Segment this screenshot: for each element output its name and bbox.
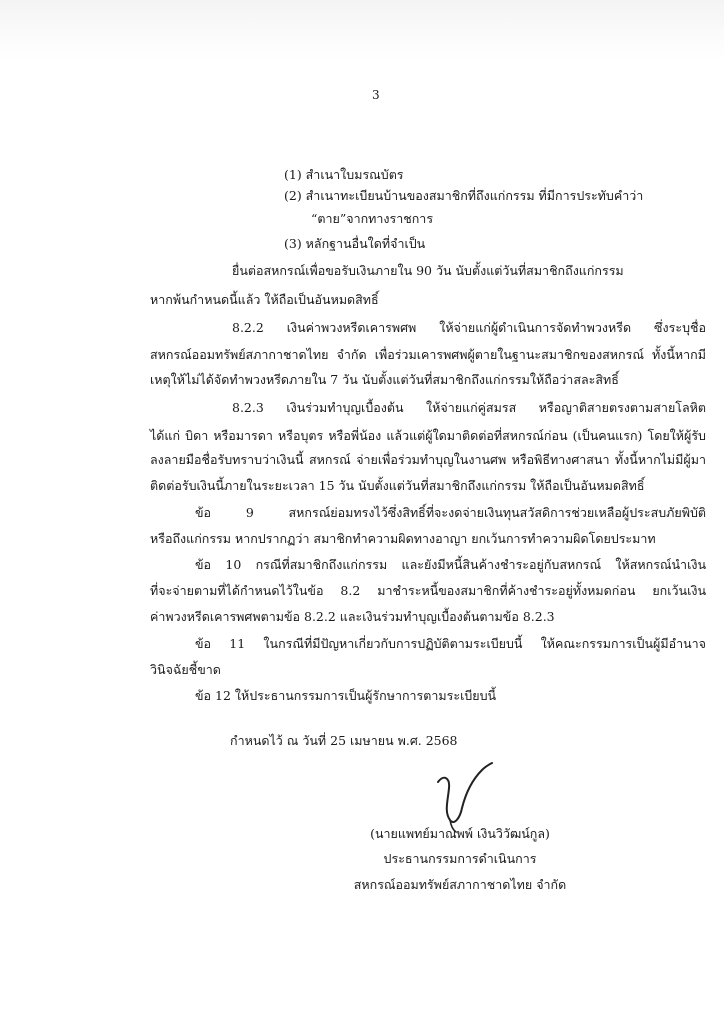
signatory-name: (นายแพทย์มาณพพ์ เงินวิวัฒน์กูล) bbox=[370, 826, 550, 841]
doc-item-2-cont: “ตาย”จากทางราชการ bbox=[311, 211, 434, 226]
clause-823-line-2: ได้แก่ บิดา หรือมารดา หรือบุตร หรือพี่น้อง แล้วแต่ผู้ใดมาติดต่อที่สหกรณ์ก่อน (เป็นคนแรก) โดยให้ผู้รับ bbox=[150, 428, 706, 443]
signatory-organization: สหกรณ์ออมทรัพย์สภากาชาดไทย จำกัด bbox=[353, 877, 567, 892]
clause-9-line-2: หรือถึงแก่กรรม หากปรากฏว่า สมาชิกทำความผิดทางอาญา ยกเว้นการทำความผิดโดยประมาท bbox=[150, 531, 656, 546]
doc-item-3: (3) หลักฐานอื่นใดที่จำเป็น bbox=[284, 236, 426, 251]
scan-header-shade bbox=[0, 0, 724, 60]
clause-11-line-1: ข้อ 11 ในกรณีที่มีปัญหาเกี่ยวกับการปฏิบัติตามระเบียบนี้ ให้คณะกรรมการเป็นผู้มีอำนาจ bbox=[195, 636, 706, 651]
clause-10-line-3: ค่าพวงหรีดเคารพศพตามข้อ 8.2.2 และเงินร่วมทำบุญเบื้องต้นตามข้อ 8.2.3 bbox=[150, 609, 555, 624]
clause-823-line-3: ลงลายมือชื่อรับทราบว่าเงินนี้ สหกรณ์ จ่ายเพื่อร่วมทำบุญในงานศพ หรือพิธีทางศาสนา ทั้งนี้หากไม่มีผู้มา bbox=[150, 452, 706, 467]
submit-para-line-1: ยื่นต่อสหกรณ์เพื่อขอรับเงินภายใน 90 วัน นับตั้งแต่วันที่สมาชิกถึงแก่กรรม bbox=[232, 263, 624, 278]
doc-item-2: (2) สำเนาทะเบียนบ้านของสมาชิกที่ถึงแก่กรรม ที่มีการประทับคำว่า bbox=[284, 188, 644, 203]
clause-10-line-1: ข้อ 10 กรณีที่สมาชิกถึงแก่กรรม และยังมีหนี้สินค้างชำระอยู่กับสหกรณ์ ให้สหกรณ์นำเงิน bbox=[195, 557, 706, 572]
date-line: กำหนดไว้ ณ วันที่ 25 เมษายน พ.ศ. 2568 bbox=[230, 733, 458, 748]
clause-823-line-1: 8.2.3 เงินร่วมทำบุญเบื้องต้น ให้จ่ายแก่คู่สมรส หรือญาติสายตรงตามสายโลหิต bbox=[232, 400, 706, 415]
clause-822-line-1: 8.2.2 เงินค่าพวงหรีดเคารพศพ ให้จ่ายแก่ผู้ดำเนินการจัดทำพวงหรีด ซึ่งระบุชื่อ bbox=[232, 320, 706, 335]
clause-11-line-2: วินิจฉัยชี้ขาด bbox=[150, 662, 221, 677]
clause-12: ข้อ 12 ให้ประธานกรรมการเป็นผู้รักษาการตามระเบียบนี้ bbox=[195, 688, 497, 703]
signatory-position: ประธานกรรมการดำเนินการ bbox=[383, 851, 537, 866]
submit-para-line-2: หากพ้นกำหนดนี้แล้ว ให้ถือเป็นอันหมดสิทธิ์ bbox=[150, 292, 379, 307]
doc-item-1: (1) สำเนาใบมรณบัตร bbox=[284, 167, 404, 182]
clause-10-line-2: ที่จะจ่ายตามที่ได้กำหนดไว้ในข้อ 8.2 มาชำระหนี้ของสมาชิกที่ค้างชำระอยู่ทั้งหมดก่อน ยกเว้นเงิน bbox=[150, 583, 706, 598]
page-number: 3 bbox=[372, 88, 380, 102]
clause-9-line-1: ข้อ 9 สหกรณ์ย่อมทรงไว้ซึ่งสิทธิ์ที่จะงดจ่ายเงินทุนสวัสดิการช่วยเหลือผู้ประสบภัยพิบัติ bbox=[195, 505, 706, 520]
clause-822-line-3: เหตุให้ไม่ได้จัดทำพวงหรีดภายใน 7 วัน นับตั้งแต่วันที่สมาชิกถึงแก่กรรมให้ถือว่าสละสิทธิ์ bbox=[150, 372, 619, 387]
clause-822-line-2: สหกรณ์ออมทรัพย์สภากาชาดไทย จำกัด เพื่อร่วมเคารพศพผู้ตายในฐานะสมาชิกของสหกรณ์ ทั้งนี้หากมี bbox=[150, 347, 706, 362]
clause-823-line-4: ติดต่อรับเงินนี้ภายในระยะเวลา 15 วัน นับตั้งแต่วันที่สมาชิกถึงแก่กรรม ให้ถือเป็นอันหมดสิทธิ์ bbox=[150, 478, 645, 493]
